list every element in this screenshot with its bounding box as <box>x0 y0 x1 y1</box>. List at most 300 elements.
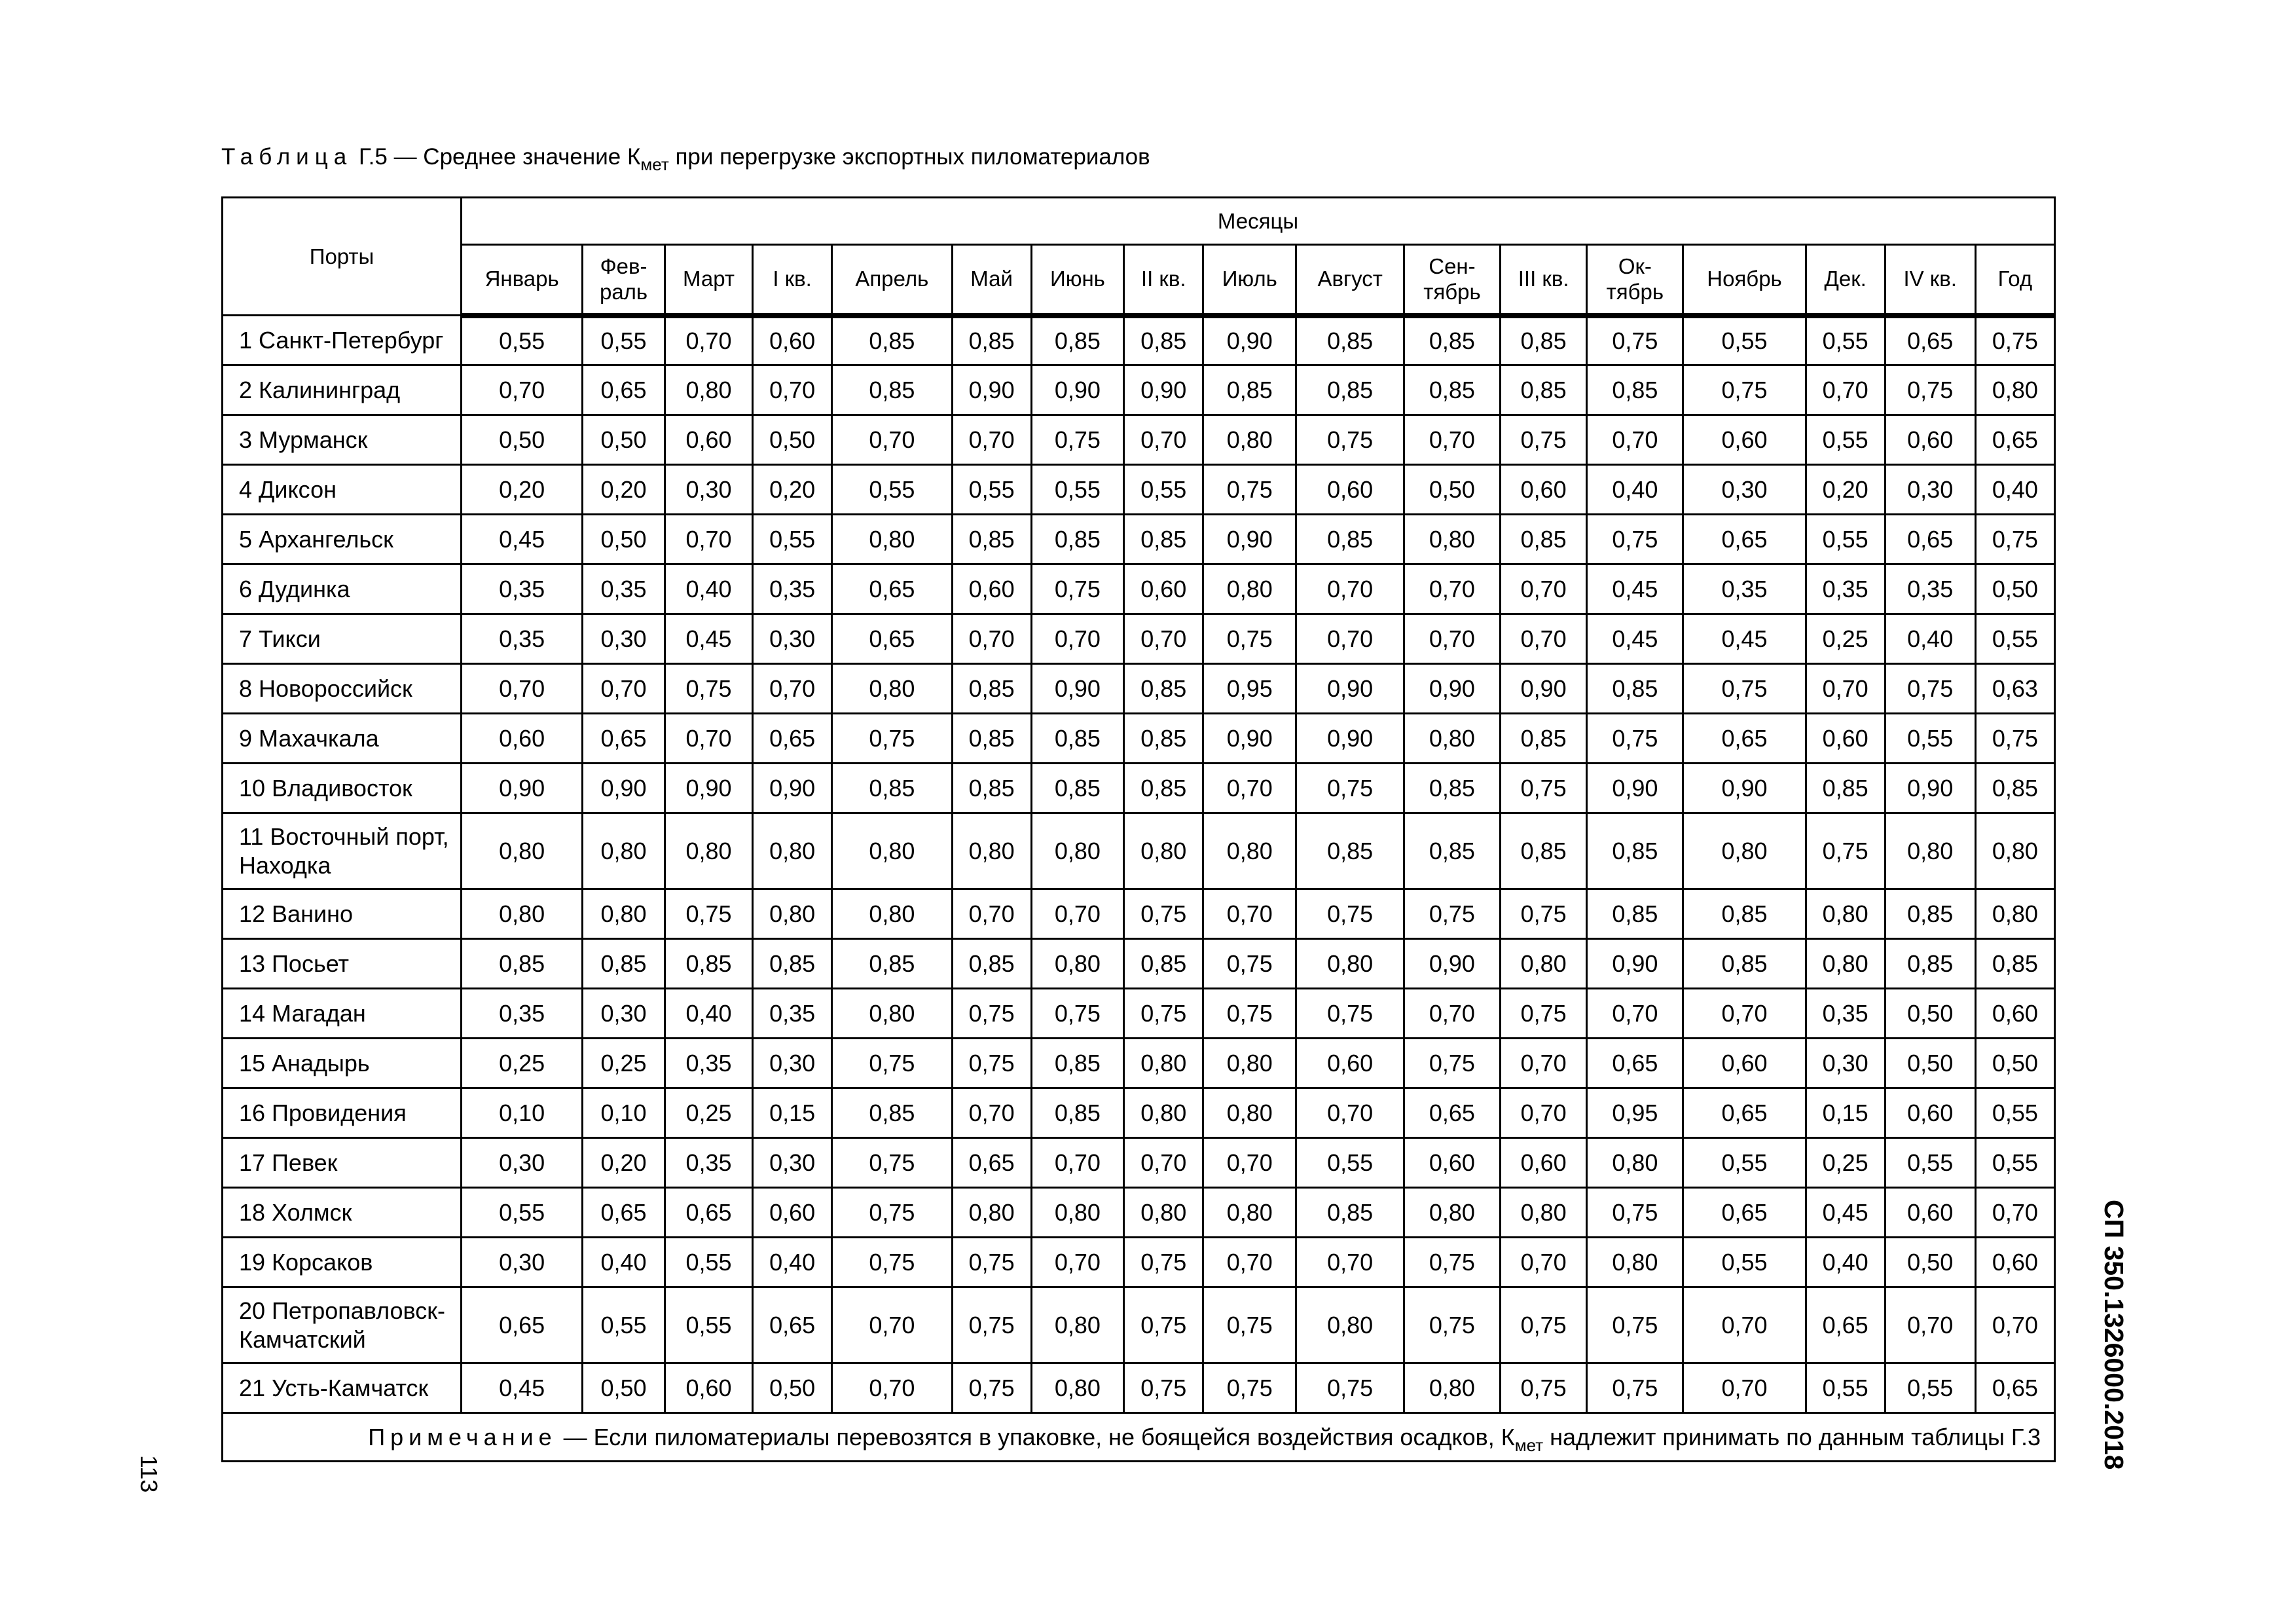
value-cell: 0,85 <box>1885 939 1975 989</box>
value-cell: 0,75 <box>1031 415 1124 465</box>
value-cell: 0,45 <box>665 614 752 664</box>
value-cell: 0,70 <box>1500 614 1587 664</box>
value-cell: 0,35 <box>583 564 665 614</box>
value-cell: 0,55 <box>1885 1138 1975 1188</box>
column-header: II кв. <box>1124 245 1203 316</box>
value-cell: 0,60 <box>1975 989 2054 1039</box>
value-cell: 0,65 <box>753 1287 832 1363</box>
value-cell: 0,60 <box>1683 415 1806 465</box>
port-name: 4 Диксон <box>223 465 462 515</box>
value-cell: 0,35 <box>665 1039 752 1088</box>
value-cell: 0,10 <box>583 1088 665 1138</box>
value-cell: 0,70 <box>1404 564 1500 614</box>
value-cell: 0,10 <box>462 1088 583 1138</box>
column-header: Ок- тябрь <box>1587 245 1683 316</box>
value-cell: 0,85 <box>832 764 953 813</box>
value-cell: 0,85 <box>1587 664 1683 714</box>
value-cell: 0,60 <box>1404 1138 1500 1188</box>
value-cell: 0,75 <box>1885 365 1975 415</box>
table-row <box>223 564 2055 614</box>
value-cell: 0,20 <box>753 465 832 515</box>
value-cell: 0,75 <box>832 1039 953 1088</box>
value-cell: 0,75 <box>832 1188 953 1238</box>
value-cell: 0,75 <box>1500 1363 1587 1413</box>
value-cell: 0,75 <box>1203 465 1296 515</box>
value-cell: 0,85 <box>1296 316 1404 365</box>
table-row <box>223 813 2055 889</box>
table-row <box>223 889 2055 939</box>
value-cell: 0,65 <box>952 1138 1031 1188</box>
value-cell: 0,80 <box>1031 1188 1124 1238</box>
value-cell: 0,70 <box>1124 614 1203 664</box>
value-cell: 0,85 <box>1500 365 1587 415</box>
value-cell: 0,90 <box>1404 939 1500 989</box>
value-cell: 0,75 <box>1500 764 1587 813</box>
value-cell: 0,55 <box>1031 465 1124 515</box>
table-row <box>223 1363 2055 1413</box>
value-cell: 0,80 <box>832 515 953 564</box>
value-cell: 0,70 <box>1587 989 1683 1039</box>
value-cell: 0,55 <box>1296 1138 1404 1188</box>
value-cell: 0,55 <box>952 465 1031 515</box>
value-cell: 0,60 <box>1885 415 1975 465</box>
value-cell: 0,70 <box>583 664 665 714</box>
value-cell: 0,75 <box>665 664 752 714</box>
value-cell: 0,65 <box>583 714 665 764</box>
value-cell: 0,30 <box>665 465 752 515</box>
value-cell: 0,80 <box>1500 939 1587 989</box>
table-row <box>223 515 2055 564</box>
value-cell: 0,80 <box>952 1188 1031 1238</box>
value-cell: 0,70 <box>462 664 583 714</box>
value-cell: 0,90 <box>1203 714 1296 764</box>
value-cell: 0,55 <box>583 316 665 365</box>
value-cell: 0,60 <box>1885 1188 1975 1238</box>
value-cell: 0,65 <box>1683 1088 1806 1138</box>
value-cell: 0,80 <box>1806 939 1885 989</box>
value-cell: 0,70 <box>1031 614 1124 664</box>
value-cell: 0,30 <box>462 1138 583 1188</box>
value-cell: 0,85 <box>1587 813 1683 889</box>
value-cell: 0,80 <box>1975 889 2054 939</box>
value-cell: 0,40 <box>753 1238 832 1287</box>
note-text-end: надлежит принимать по данным таблицы Г.3 <box>1543 1423 2041 1450</box>
note-text: — Если пиломатериалы перевозятся в упаковке, не боящейся воздействия осадков, К <box>556 1423 1515 1450</box>
value-cell: 0,60 <box>1296 465 1404 515</box>
value-cell: 0,75 <box>1683 664 1806 714</box>
value-cell: 0,25 <box>1806 1138 1885 1188</box>
value-cell: 0,25 <box>583 1039 665 1088</box>
value-cell: 0,60 <box>753 316 832 365</box>
value-cell: 0,90 <box>1203 515 1296 564</box>
table-row <box>223 415 2055 465</box>
value-cell: 0,85 <box>832 316 953 365</box>
value-cell: 0,75 <box>1124 989 1203 1039</box>
value-cell: 0,75 <box>1500 1287 1587 1363</box>
value-cell: 0,80 <box>952 813 1031 889</box>
value-cell: 0,75 <box>1500 889 1587 939</box>
value-cell: 0,85 <box>1500 714 1587 764</box>
value-cell: 0,80 <box>1124 1039 1203 1088</box>
value-cell: 0,40 <box>1806 1238 1885 1287</box>
data-table <box>221 196 2056 1462</box>
value-cell: 0,65 <box>1404 1088 1500 1138</box>
value-cell: 0,75 <box>952 1287 1031 1363</box>
value-cell: 0,80 <box>1203 415 1296 465</box>
value-cell: 0,80 <box>665 813 752 889</box>
value-cell: 0,35 <box>462 614 583 664</box>
value-cell: 0,70 <box>1806 365 1885 415</box>
value-cell: 0,50 <box>583 515 665 564</box>
column-header: Июль <box>1203 245 1296 316</box>
value-cell: 0,35 <box>1683 564 1806 614</box>
value-cell: 0,70 <box>753 664 832 714</box>
value-cell: 0,70 <box>1975 1287 2054 1363</box>
table-row <box>223 989 2055 1039</box>
value-cell: 0,80 <box>1587 1138 1683 1188</box>
table-row <box>223 1238 2055 1287</box>
value-cell: 0,75 <box>1885 664 1975 714</box>
value-cell: 0,70 <box>1203 1238 1296 1287</box>
value-cell: 0,50 <box>462 415 583 465</box>
value-cell: 0,70 <box>1296 564 1404 614</box>
port-name: 19 Корсаков <box>223 1238 462 1287</box>
value-cell: 0,55 <box>462 316 583 365</box>
value-cell: 0,40 <box>665 989 752 1039</box>
value-cell: 0,75 <box>952 1238 1031 1287</box>
value-cell: 0,35 <box>665 1138 752 1188</box>
value-cell: 0,30 <box>1885 465 1975 515</box>
value-cell: 0,90 <box>1404 664 1500 714</box>
value-cell: 0,80 <box>1203 813 1296 889</box>
value-cell: 0,60 <box>1806 714 1885 764</box>
value-cell: 0,75 <box>952 989 1031 1039</box>
value-cell: 0,20 <box>583 1138 665 1188</box>
value-cell: 0,80 <box>1404 1188 1500 1238</box>
value-cell: 0,55 <box>665 1287 752 1363</box>
value-cell: 0,80 <box>753 889 832 939</box>
value-cell: 0,50 <box>1404 465 1500 515</box>
table-row <box>223 1039 2055 1088</box>
value-cell: 0,80 <box>1885 813 1975 889</box>
value-cell: 0,70 <box>1124 415 1203 465</box>
port-name: 13 Посьет <box>223 939 462 989</box>
port-name: 3 Мурманск <box>223 415 462 465</box>
value-cell: 0,80 <box>1203 564 1296 614</box>
value-cell: 0,80 <box>1404 515 1500 564</box>
value-cell: 0,85 <box>1975 764 2054 813</box>
port-name: 12 Ванино <box>223 889 462 939</box>
value-cell: 0,75 <box>1203 614 1296 664</box>
value-cell: 0,55 <box>1683 1138 1806 1188</box>
port-name: 5 Архангельск <box>223 515 462 564</box>
value-cell: 0,85 <box>1031 316 1124 365</box>
table-row <box>223 764 2055 813</box>
caption-label: Таблица <box>221 144 353 170</box>
value-cell: 0,70 <box>952 415 1031 465</box>
value-cell: 0,85 <box>1404 365 1500 415</box>
value-cell: 0,55 <box>753 515 832 564</box>
value-cell: 0,65 <box>1683 1188 1806 1238</box>
value-cell: 0,90 <box>665 764 752 813</box>
value-cell: 0,80 <box>1124 1088 1203 1138</box>
ports-header: Порты <box>223 198 462 316</box>
value-cell: 0,65 <box>1885 515 1975 564</box>
value-cell: 0,80 <box>1124 1188 1203 1238</box>
value-cell: 0,70 <box>665 316 752 365</box>
value-cell: 0,80 <box>1031 1363 1124 1413</box>
value-cell: 0,70 <box>832 1363 953 1413</box>
value-cell: 0,85 <box>1683 889 1806 939</box>
value-cell: 0,80 <box>832 813 953 889</box>
value-cell: 0,60 <box>1500 465 1587 515</box>
note-subscript: мет <box>1514 1435 1544 1455</box>
value-cell: 0,45 <box>1587 564 1683 614</box>
value-cell: 0,65 <box>1587 1039 1683 1088</box>
value-cell: 0,30 <box>462 1238 583 1287</box>
value-cell: 0,80 <box>753 813 832 889</box>
value-cell: 0,80 <box>1296 1287 1404 1363</box>
value-cell: 0,70 <box>1296 1238 1404 1287</box>
port-name: 1 Санкт-Петербург <box>223 316 462 365</box>
port-name: 2 Калининград <box>223 365 462 415</box>
value-cell: 0,80 <box>1404 714 1500 764</box>
value-cell: 0,85 <box>1031 764 1124 813</box>
value-cell: 0,95 <box>1587 1088 1683 1138</box>
value-cell: 0,90 <box>1587 764 1683 813</box>
value-cell: 0,75 <box>1203 1287 1296 1363</box>
value-cell: 0,70 <box>1683 989 1806 1039</box>
value-cell: 0,60 <box>665 415 752 465</box>
value-cell: 0,70 <box>1683 1363 1806 1413</box>
column-header: Год <box>1975 245 2054 316</box>
value-cell: 0,75 <box>1975 515 2054 564</box>
value-cell: 0,45 <box>1683 614 1806 664</box>
value-cell: 0,50 <box>753 1363 832 1413</box>
value-cell: 0,70 <box>1031 1238 1124 1287</box>
value-cell: 0,90 <box>462 764 583 813</box>
value-cell: 0,70 <box>952 614 1031 664</box>
value-cell: 0,55 <box>462 1188 583 1238</box>
table-row <box>223 465 2055 515</box>
value-cell: 0,55 <box>1975 1088 2054 1138</box>
value-cell: 0,15 <box>1806 1088 1885 1138</box>
value-cell: 0,63 <box>1975 664 2054 714</box>
value-cell: 0,50 <box>1885 1039 1975 1088</box>
value-cell: 0,60 <box>462 714 583 764</box>
column-header: Ноябрь <box>1683 245 1806 316</box>
column-header: Дек. <box>1806 245 1885 316</box>
value-cell: 0,70 <box>1031 889 1124 939</box>
value-cell: 0,75 <box>832 714 953 764</box>
value-cell: 0,75 <box>1031 989 1124 1039</box>
value-cell: 0,80 <box>1975 813 2054 889</box>
value-cell: 0,65 <box>1885 316 1975 365</box>
value-cell: 0,65 <box>665 1188 752 1238</box>
value-cell: 0,85 <box>832 365 953 415</box>
value-cell: 0,70 <box>665 515 752 564</box>
value-cell: 0,80 <box>1031 1287 1124 1363</box>
value-cell: 0,65 <box>1806 1287 1885 1363</box>
table-caption <box>221 144 1150 174</box>
column-header: Август <box>1296 245 1404 316</box>
column-header: Март <box>665 245 752 316</box>
value-cell: 0,75 <box>1296 889 1404 939</box>
value-cell: 0,85 <box>1404 764 1500 813</box>
value-cell: 0,75 <box>952 1039 1031 1088</box>
value-cell: 0,85 <box>1885 889 1975 939</box>
value-cell: 0,80 <box>1587 1238 1683 1287</box>
value-cell: 0,55 <box>665 1238 752 1287</box>
value-cell: 0,70 <box>1203 1138 1296 1188</box>
value-cell: 0,65 <box>583 1188 665 1238</box>
value-cell: 0,70 <box>1885 1287 1975 1363</box>
value-cell: 0,60 <box>665 1363 752 1413</box>
value-cell: 0,65 <box>753 714 832 764</box>
value-cell: 0,60 <box>1124 564 1203 614</box>
value-cell: 0,55 <box>1975 1138 2054 1188</box>
value-cell: 0,30 <box>1683 465 1806 515</box>
value-cell: 0,85 <box>1500 515 1587 564</box>
value-cell: 0,35 <box>753 564 832 614</box>
value-cell: 0,35 <box>753 989 832 1039</box>
value-cell: 0,85 <box>952 664 1031 714</box>
value-cell: 0,55 <box>1885 1363 1975 1413</box>
column-header: Май <box>952 245 1031 316</box>
value-cell: 0,75 <box>1975 714 2054 764</box>
value-cell: 0,75 <box>952 1363 1031 1413</box>
value-cell: 0,85 <box>952 764 1031 813</box>
page-number: 113 <box>136 1455 162 1493</box>
value-cell: 0,45 <box>462 1363 583 1413</box>
value-cell: 0,65 <box>1683 515 1806 564</box>
value-cell: 0,80 <box>1203 1039 1296 1088</box>
table-row <box>223 1088 2055 1138</box>
value-cell: 0,20 <box>462 465 583 515</box>
value-cell: 0,55 <box>1683 1238 1806 1287</box>
column-header: I кв. <box>753 245 832 316</box>
value-cell: 0,35 <box>462 989 583 1039</box>
value-cell: 0,70 <box>1296 614 1404 664</box>
value-cell: 0,55 <box>1975 614 2054 664</box>
value-cell: 0,75 <box>1203 989 1296 1039</box>
value-cell: 0,80 <box>1124 813 1203 889</box>
value-cell: 0,75 <box>1031 564 1124 614</box>
value-cell: 0,55 <box>583 1287 665 1363</box>
value-cell: 0,60 <box>952 564 1031 614</box>
value-cell: 0,50 <box>1975 564 2054 614</box>
value-cell: 0,25 <box>665 1088 752 1138</box>
value-cell: 0,75 <box>1296 764 1404 813</box>
value-cell: 0,85 <box>1975 939 2054 989</box>
value-cell: 0,75 <box>1124 1287 1203 1363</box>
table-row <box>223 664 2055 714</box>
value-cell: 0,80 <box>832 889 953 939</box>
value-cell: 0,40 <box>1885 614 1975 664</box>
value-cell: 0,70 <box>1203 889 1296 939</box>
value-cell: 0,85 <box>462 939 583 989</box>
value-cell: 0,70 <box>1975 1188 2054 1238</box>
value-cell: 0,90 <box>1683 764 1806 813</box>
column-header: IV кв. <box>1885 245 1975 316</box>
value-cell: 0,75 <box>1404 1039 1500 1088</box>
value-cell: 0,35 <box>1806 564 1885 614</box>
value-cell: 0,70 <box>1031 1138 1124 1188</box>
value-cell: 0,30 <box>1806 1039 1885 1088</box>
value-cell: 0,55 <box>1683 316 1806 365</box>
value-cell: 0,85 <box>1031 714 1124 764</box>
value-cell: 0,85 <box>1806 764 1885 813</box>
value-cell: 0,70 <box>665 714 752 764</box>
months-header: Месяцы <box>462 198 2055 245</box>
value-cell: 0,30 <box>753 614 832 664</box>
value-cell: 0,90 <box>1203 316 1296 365</box>
value-cell: 0,65 <box>832 614 953 664</box>
value-cell: 0,80 <box>832 664 953 714</box>
value-cell: 0,40 <box>583 1238 665 1287</box>
value-cell: 0,85 <box>1683 939 1806 989</box>
value-cell: 0,75 <box>1124 1238 1203 1287</box>
value-cell: 0,70 <box>753 365 832 415</box>
value-cell: 0,60 <box>1296 1039 1404 1088</box>
value-cell: 0,70 <box>1404 614 1500 664</box>
value-cell: 0,20 <box>583 465 665 515</box>
value-cell: 0,85 <box>1587 365 1683 415</box>
value-cell: 0,90 <box>753 764 832 813</box>
value-cell: 0,85 <box>1031 1039 1124 1088</box>
value-cell: 0,75 <box>1203 939 1296 989</box>
value-cell: 0,75 <box>1404 1238 1500 1287</box>
port-name: 8 Новороссийск <box>223 664 462 714</box>
value-cell: 0,85 <box>1296 515 1404 564</box>
value-cell: 0,90 <box>952 365 1031 415</box>
value-cell: 0,75 <box>1683 365 1806 415</box>
value-cell: 0,55 <box>832 465 953 515</box>
value-cell: 0,75 <box>1124 1363 1203 1413</box>
value-cell: 0,85 <box>1124 515 1203 564</box>
port-name: 10 Владивосток <box>223 764 462 813</box>
value-cell: 0,20 <box>1806 465 1885 515</box>
value-cell: 0,50 <box>1885 989 1975 1039</box>
value-cell: 0,50 <box>1975 1039 2054 1088</box>
value-cell: 0,65 <box>832 564 953 614</box>
value-cell: 0,75 <box>1806 813 1885 889</box>
value-cell: 0,45 <box>1806 1188 1885 1238</box>
value-cell: 0,30 <box>583 989 665 1039</box>
port-name: 14 Магадан <box>223 989 462 1039</box>
value-cell: 0,70 <box>1124 1138 1203 1188</box>
caption-number: Г.5 — Среднее значение К <box>358 144 641 170</box>
value-cell: 0,55 <box>1806 1363 1885 1413</box>
value-cell: 0,85 <box>1124 714 1203 764</box>
value-cell: 0,70 <box>1500 564 1587 614</box>
value-cell: 0,85 <box>1031 515 1124 564</box>
value-cell: 0,85 <box>753 939 832 989</box>
value-cell: 0,35 <box>1806 989 1885 1039</box>
value-cell: 0,85 <box>1124 939 1203 989</box>
value-cell: 0,50 <box>753 415 832 465</box>
value-cell: 0,80 <box>1500 1188 1587 1238</box>
value-cell: 0,35 <box>462 564 583 614</box>
value-cell: 0,75 <box>832 1238 953 1287</box>
value-cell: 0,80 <box>665 365 752 415</box>
value-cell: 0,80 <box>1404 1363 1500 1413</box>
value-cell: 0,85 <box>1296 1188 1404 1238</box>
column-header: Апрель <box>832 245 953 316</box>
port-name: 15 Анадырь <box>223 1039 462 1088</box>
note-label: Примечание <box>368 1423 557 1450</box>
port-name: 7 Тикси <box>223 614 462 664</box>
